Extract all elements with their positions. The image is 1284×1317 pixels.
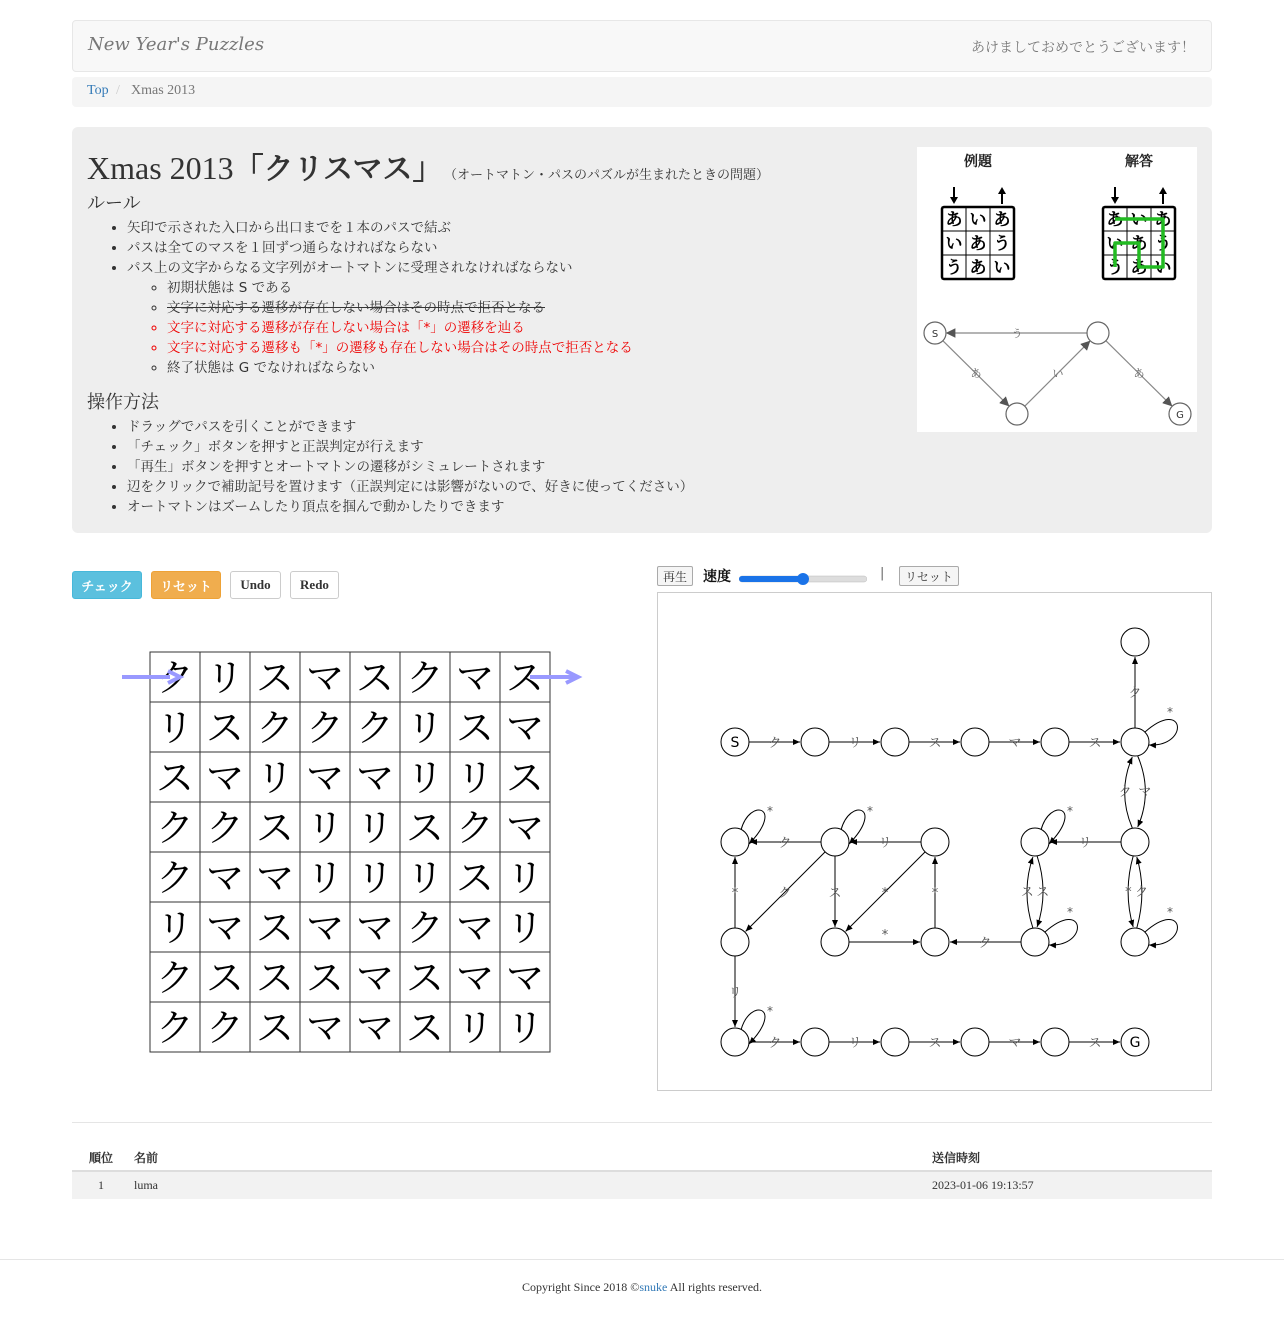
puzzle-board[interactable] bbox=[110, 640, 590, 1060]
rules-list-wrap bbox=[87, 218, 907, 378]
automaton-state[interactable] bbox=[961, 1028, 989, 1056]
grid-cell-char: ス bbox=[355, 656, 395, 700]
automaton-edge-label: ク bbox=[1128, 686, 1142, 701]
automaton-edge-label: ク bbox=[978, 936, 992, 951]
navbar bbox=[72, 20, 1212, 72]
puzzle-board-svg[interactable] bbox=[110, 640, 590, 1060]
automaton-state[interactable] bbox=[1021, 828, 1049, 856]
grid-cell-char: マ bbox=[505, 956, 545, 1000]
automaton-state[interactable] bbox=[881, 728, 909, 756]
footer bbox=[0, 1280, 1284, 1295]
rule-subitem: ◦ 終了状態は G でなければならない bbox=[167, 358, 907, 378]
grid-cell-char: マ bbox=[205, 856, 245, 900]
grid-cell-char: マ bbox=[305, 1006, 345, 1050]
mini-grid-char: い bbox=[1130, 210, 1148, 230]
rule-sublist bbox=[127, 278, 907, 378]
automaton-edge-label: マ bbox=[1008, 1036, 1022, 1051]
automaton-state-label: G bbox=[1129, 1035, 1141, 1051]
mini-grid-char: い bbox=[1106, 234, 1124, 254]
speed-slider[interactable] bbox=[739, 570, 867, 582]
answer-label: 解答 bbox=[1125, 154, 1153, 170]
automaton-state[interactable] bbox=[801, 728, 829, 756]
grid-cell-char: ク bbox=[405, 656, 445, 700]
automaton-state[interactable] bbox=[1021, 928, 1049, 956]
howto-item: • オートマトンはズームしたり頂点を掴んで動かしたりできます bbox=[127, 497, 907, 517]
grid-cell-char: ク bbox=[455, 806, 495, 850]
header-name: 名前 bbox=[134, 1151, 159, 1165]
automaton-state[interactable] bbox=[881, 1028, 909, 1056]
automaton-state[interactable] bbox=[821, 928, 849, 956]
mini-grid-char: い bbox=[1154, 258, 1172, 278]
mini-grid-char: あ bbox=[1106, 210, 1124, 230]
footer-prefix: Copyright Since 2018 © bbox=[521, 1280, 640, 1294]
entry-arrow-head bbox=[950, 197, 958, 204]
automaton-edge-label: マ bbox=[1138, 785, 1152, 800]
cell-time: 2023-01-06 19:13:57 bbox=[932, 1178, 1034, 1192]
mini-grid-char: う bbox=[993, 234, 1011, 254]
grid-cell-char: リ bbox=[405, 856, 445, 900]
breadcrumb-separator: / bbox=[116, 83, 120, 98]
example-state bbox=[1006, 403, 1028, 425]
example-label: 例題 bbox=[964, 154, 992, 170]
grid-cell-char: ス bbox=[255, 906, 295, 950]
automaton-edge-label: * bbox=[1167, 905, 1173, 919]
automaton-edge-label: リ bbox=[848, 736, 862, 751]
grid-cell-char: リ bbox=[455, 1006, 495, 1050]
exit-arrow-head bbox=[998, 187, 1006, 194]
rules-list bbox=[87, 218, 907, 378]
mini-grid-char: あ bbox=[993, 210, 1011, 230]
automaton-edge-label: ク bbox=[1118, 785, 1132, 800]
automaton-edge-label: ク bbox=[778, 886, 792, 901]
greeting-text: あけましておめでとうございます！ bbox=[971, 40, 1195, 56]
automaton-graph[interactable] bbox=[721, 628, 1177, 1056]
rule-subitem-red: ◦ 文字に対応する遷移も「*」の遷移も存在しない場合はその時点で拒否となる bbox=[167, 338, 907, 358]
footer-author-link[interactable]: snuke bbox=[639, 1280, 668, 1294]
grid-cell-char: ス bbox=[255, 1006, 295, 1050]
example-state-label: S bbox=[931, 329, 939, 340]
example-automaton bbox=[924, 322, 1191, 425]
automaton-edge-label: ス bbox=[1036, 885, 1050, 900]
rule-item-text: パス上の文字からなる文字列がオートマトンに受理されなければならない bbox=[127, 260, 573, 276]
grid-cell-char: ス bbox=[455, 706, 495, 750]
brand-title[interactable]: New Year's Puzzles bbox=[88, 34, 265, 55]
automaton-edge-label: ク bbox=[768, 736, 782, 751]
example-edge-label: い bbox=[1052, 367, 1064, 380]
automaton-state[interactable] bbox=[721, 828, 749, 856]
title-subtitle: （オートマトン・パスのパズルが生まれたときの問題） bbox=[450, 168, 769, 183]
grid-cell-char: リ bbox=[505, 856, 545, 900]
breadcrumb-top-link[interactable]: Top bbox=[87, 83, 109, 98]
grid-cell-char: ス bbox=[405, 956, 445, 1000]
example-grid bbox=[942, 187, 1014, 279]
automaton-state-label: S bbox=[730, 735, 740, 751]
automaton-edge-label: ク bbox=[768, 1036, 782, 1051]
automaton-panel[interactable] bbox=[657, 592, 1212, 1091]
grid-cell-char: ス bbox=[205, 706, 245, 750]
automaton-edge-label: * bbox=[1125, 885, 1132, 900]
grid-cell-char: マ bbox=[255, 856, 295, 900]
grid-cell-char: マ bbox=[505, 706, 545, 750]
automaton-state[interactable] bbox=[1121, 928, 1149, 956]
automaton-state[interactable] bbox=[1041, 728, 1069, 756]
automaton-state[interactable] bbox=[1041, 1028, 1069, 1056]
grid-cell-char: ス bbox=[255, 656, 295, 700]
grid-cell-char: ク bbox=[205, 806, 245, 850]
ranking-table bbox=[72, 1143, 1212, 1199]
automaton-edge-label: * bbox=[1067, 804, 1073, 818]
mini-grid-char: い bbox=[945, 234, 963, 254]
mini-grid-char: い bbox=[969, 210, 987, 230]
automaton-edge-label: リ bbox=[728, 986, 742, 1001]
automaton-svg[interactable] bbox=[658, 593, 1211, 1090]
redo-button[interactable]: Redo bbox=[290, 571, 339, 599]
automaton-reset-button[interactable]: リセット bbox=[899, 566, 959, 586]
grid-cell-char: リ bbox=[405, 756, 445, 800]
grid-cell-char: リ bbox=[305, 806, 345, 850]
grid-cell-char: リ bbox=[355, 856, 395, 900]
check-button[interactable]: チェック bbox=[72, 571, 142, 599]
automaton-edge-label: ス bbox=[928, 1036, 942, 1051]
grid-cell-char: リ bbox=[455, 756, 495, 800]
mini-grid-char: う bbox=[1154, 234, 1172, 254]
mini-grid-char: あ bbox=[1130, 258, 1148, 278]
grid-cell-char: リ bbox=[355, 806, 395, 850]
automaton-edge-label: リ bbox=[1078, 836, 1092, 851]
footer-divider bbox=[0, 1259, 1284, 1260]
automaton-edge-label: * bbox=[881, 886, 889, 901]
grid-cell-char: リ bbox=[505, 906, 545, 950]
automaton-edge-label: リ bbox=[848, 1036, 862, 1051]
breadcrumb bbox=[72, 77, 1212, 107]
slider-fill bbox=[739, 576, 803, 582]
automaton-edge-label: マ bbox=[1008, 736, 1022, 751]
grid-cell-char: リ bbox=[155, 906, 195, 950]
automaton-edge-label: ス bbox=[1020, 885, 1034, 900]
howto-list bbox=[87, 417, 907, 517]
grid-cell-char: ス bbox=[205, 956, 245, 1000]
grid-cell-char: ク bbox=[205, 1006, 245, 1050]
rule-item: • 矢印で示された入口から出口までを１本のパスで結ぶ bbox=[127, 218, 907, 238]
controls-separator: | bbox=[880, 566, 885, 581]
howto-item: • 「チェック」ボタンを押すと正誤判定が行えます bbox=[127, 437, 907, 457]
grid-cell-char: マ bbox=[455, 956, 495, 1000]
grid-cell-char: マ bbox=[305, 756, 345, 800]
grid-cell-char: マ bbox=[305, 906, 345, 950]
table-row bbox=[72, 1172, 1212, 1199]
grid-cell-char: リ bbox=[155, 706, 195, 750]
grid-cell-char: マ bbox=[505, 806, 545, 850]
speed-label: 速度 bbox=[703, 569, 731, 585]
automaton-state[interactable] bbox=[1121, 728, 1149, 756]
automaton-self-loop[interactable] bbox=[1145, 720, 1177, 746]
automaton-edge-label: * bbox=[1167, 705, 1173, 719]
header-rank: 順位 bbox=[89, 1151, 114, 1165]
automaton-state[interactable] bbox=[1121, 628, 1149, 656]
grid-cell-char: ス bbox=[505, 656, 545, 700]
mini-grid-char: あ bbox=[1154, 210, 1172, 230]
automaton-edge-label: * bbox=[767, 1004, 773, 1018]
grid-cell-char: マ bbox=[205, 756, 245, 800]
title-en: Xmas 2013 bbox=[87, 150, 234, 186]
play-button[interactable]: 再生 bbox=[657, 566, 693, 586]
grid-cell-char: マ bbox=[355, 756, 395, 800]
automaton-state[interactable] bbox=[921, 928, 949, 956]
title-jp: 「クリスマス」 bbox=[233, 152, 443, 187]
cell-name: luma bbox=[134, 1178, 158, 1192]
automaton-edge-label: ス bbox=[1088, 736, 1102, 751]
grid-cell-char: ク bbox=[255, 706, 295, 750]
breadcrumb-current: Xmas 2013 bbox=[131, 83, 196, 98]
undo-button[interactable]: Undo bbox=[230, 571, 281, 599]
grid-cell-char: ス bbox=[455, 856, 495, 900]
automaton-edge-label: ス bbox=[828, 886, 842, 901]
howto-heading: 操作方法 bbox=[87, 392, 159, 413]
answer-grid bbox=[1103, 187, 1175, 279]
howto-list-wrap bbox=[87, 417, 907, 517]
automaton-state[interactable] bbox=[961, 728, 989, 756]
rules-panel bbox=[72, 127, 1212, 533]
grid-cell-char: リ bbox=[255, 756, 295, 800]
automaton-edge-label: * bbox=[731, 886, 739, 901]
grid-cell-char: ク bbox=[155, 956, 195, 1000]
example-state-label: G bbox=[1176, 410, 1184, 421]
speed-slider-svg[interactable] bbox=[739, 573, 867, 585]
rule-subitem-red: ◦ 文字に対応する遷移が存在しない場合は「*」の遷移を辿る bbox=[167, 318, 907, 338]
grid-cell-char: マ bbox=[205, 906, 245, 950]
mini-grid-char: う bbox=[1106, 258, 1124, 278]
example-figure bbox=[917, 147, 1197, 432]
grid-cell-char: マ bbox=[355, 1006, 395, 1050]
example-state bbox=[1087, 322, 1109, 344]
grid-cell-char: ス bbox=[405, 1006, 445, 1050]
example-edge-label: う bbox=[1011, 327, 1023, 340]
grid-cell-char: ク bbox=[155, 806, 195, 850]
mini-grid-char: う bbox=[945, 258, 963, 278]
grid-cell-char: ス bbox=[255, 806, 295, 850]
mini-grid-char: あ bbox=[969, 258, 987, 278]
rule-item: • パスは全てのマスを１回ずつ通らなければならない bbox=[127, 238, 907, 258]
rule-item bbox=[127, 258, 907, 378]
example-svg bbox=[917, 147, 1197, 432]
grid-cell-char: ク bbox=[155, 656, 195, 700]
grid-cell-char: ス bbox=[305, 956, 345, 1000]
rule-subitem: ◦ 初期状態は S である bbox=[167, 278, 907, 298]
mini-grid-char: あ bbox=[969, 234, 987, 254]
grid-cell-char: ス bbox=[155, 756, 195, 800]
section-divider bbox=[72, 1122, 1212, 1123]
grid-cell-char: リ bbox=[505, 1006, 545, 1050]
rules-heading: ルール bbox=[87, 193, 141, 214]
slider-thumb[interactable] bbox=[797, 573, 809, 585]
automaton-edge-label: * bbox=[767, 804, 773, 818]
grid-cell-char: ス bbox=[255, 956, 295, 1000]
grid-cell-char: ク bbox=[305, 706, 345, 750]
grid-cell-char: ス bbox=[505, 756, 545, 800]
example-edge-label: あ bbox=[970, 367, 982, 380]
grid-cell-char: マ bbox=[355, 906, 395, 950]
howto-item: • 辺をクリックで補助記号を置けます（正誤判定には影響がないので、好きに使ってください） bbox=[127, 477, 907, 497]
mini-grid-char: あ bbox=[945, 210, 963, 230]
automaton-state[interactable] bbox=[821, 828, 849, 856]
entry-arrow-head bbox=[1111, 197, 1119, 204]
mini-grid-char: い bbox=[993, 258, 1011, 278]
automaton-edge-label: * bbox=[881, 928, 889, 943]
grid-cell-char: マ bbox=[455, 906, 495, 950]
rule-subitem-struck: ◦ 文字に対応する遷移が存在しない場合はその時点で拒否となる bbox=[167, 298, 907, 318]
grid-cell-char: ク bbox=[155, 856, 195, 900]
automaton-edge-label: * bbox=[931, 886, 939, 901]
howto-item: • ドラッグでパスを引くことができます bbox=[127, 417, 907, 437]
howto-item: • 「再生」ボタンを押すとオートマトンの遷移がシミュレートされます bbox=[127, 457, 907, 477]
grid-cell-char: マ bbox=[455, 656, 495, 700]
cell-rank: 1 bbox=[98, 1178, 104, 1192]
grid-cell-char: リ bbox=[305, 856, 345, 900]
page-title bbox=[87, 144, 769, 188]
automaton-self-loop[interactable] bbox=[1145, 920, 1177, 946]
automaton-self-loop[interactable] bbox=[1045, 920, 1077, 946]
automaton-state[interactable] bbox=[801, 1028, 829, 1056]
grid-cell-char: ス bbox=[405, 806, 445, 850]
grid-cell-char: ク bbox=[405, 906, 445, 950]
example-edge-label: あ bbox=[1133, 367, 1145, 380]
grid-cell-char: マ bbox=[305, 656, 345, 700]
header-time: 送信時刻 bbox=[932, 1151, 981, 1165]
automaton-edge-label: ク bbox=[778, 836, 792, 851]
mini-grid-char: あ bbox=[1130, 234, 1148, 254]
automaton-edge-label: * bbox=[1067, 905, 1073, 919]
automaton-state[interactable] bbox=[721, 928, 749, 956]
exit-arrow-head bbox=[1159, 187, 1167, 194]
automaton-edge-label: * bbox=[867, 804, 873, 818]
grid-cell-char: リ bbox=[205, 656, 245, 700]
grid-cell-char: ク bbox=[155, 1006, 195, 1050]
automaton-state[interactable] bbox=[721, 1028, 749, 1056]
automaton-edge-label: ス bbox=[928, 736, 942, 751]
automaton-state[interactable] bbox=[921, 828, 949, 856]
grid-cell-char: マ bbox=[355, 956, 395, 1000]
automaton-edge-label: ス bbox=[1088, 1036, 1102, 1051]
grid-cell-char: リ bbox=[405, 706, 445, 750]
automaton-state[interactable] bbox=[1121, 828, 1149, 856]
automaton-edge-label: リ bbox=[878, 836, 892, 851]
footer-suffix: All rights reserved. bbox=[667, 1280, 763, 1294]
reset-button[interactable]: リセット bbox=[151, 571, 221, 599]
grid-cell-char: ク bbox=[355, 706, 395, 750]
automaton-edge-label: ク bbox=[1135, 885, 1149, 900]
table-header bbox=[72, 1143, 1212, 1172]
